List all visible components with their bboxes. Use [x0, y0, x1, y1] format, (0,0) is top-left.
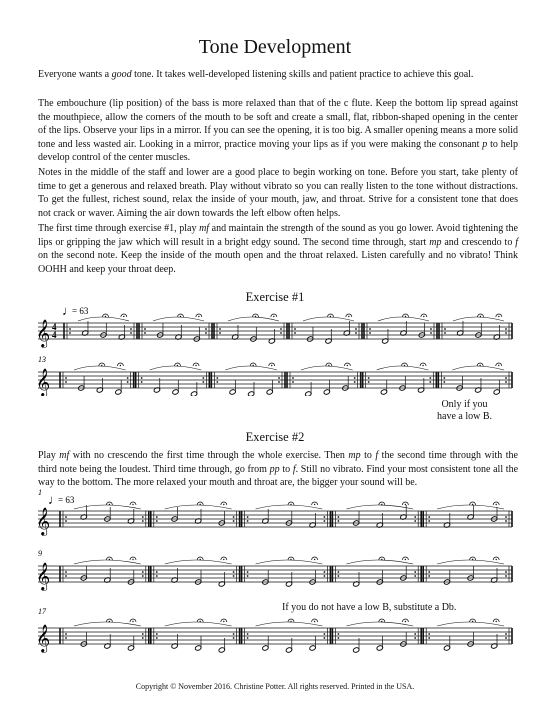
- svg-text:= 63: = 63: [72, 306, 89, 316]
- low-b-note: Only if you have a low B.: [437, 399, 492, 422]
- exercise1-staff-2: [0, 352, 550, 396]
- treble-clef-icon: 𝄞: [36, 626, 51, 652]
- treble-clef-icon: 𝄞: [36, 321, 51, 347]
- quarter-note-icon: ♩: [62, 303, 75, 318]
- quarter-note-icon: ♩: [48, 492, 61, 507]
- exercise2-staff-2: [0, 544, 550, 592]
- exercise1-instructions: The first time through exercise #1, play mf and maintain the strength of the sound as you go lower. Avoid tightening the lips or gripping the jaw which will result in a bright edgy sound. The second time through, start mp and crescendo to f on the second note. Keep the inside of the mouth open and the throat relaxed. Listen carefully and no vibrato! Think OOHH and keep your throat deep.: [38, 223, 518, 275]
- treble-clef-icon: 𝄞: [36, 564, 51, 590]
- svg-text:13: 13: [38, 355, 46, 364]
- exercise2-title: Exercise #2: [245, 430, 305, 444]
- copyright-footer: Copyright © November 2016. Christine Potter. All rights reserved. Printed in the USA.: [135, 682, 415, 691]
- svg-text:1: 1: [38, 488, 42, 497]
- svg-text:17: 17: [38, 607, 46, 616]
- tone-paragraph: Notes in the middle of the staff and lower are a good place to begin working on tone. Before you start, take plenty of time to get a generous and relaxed breath. Play without vibrato so you can really listen to the tone without distractions. To get the fullest, richest sound, relax the inside of your mouth, jaw, and throat. Strive for a consistent tone that does not crack or waver. Aiming the air down towards the left elbow often helps.: [38, 167, 518, 219]
- svg-text:= 63: = 63: [58, 495, 75, 505]
- svg-text:4: 4: [52, 322, 57, 332]
- exercise1-staff-1: [0, 300, 550, 350]
- exercise2-instructions: Play mf with no crescendo the first time through the whole exercise. Then mp to f the second time through with the third note being the loudest. Third time through, go from pp to f. Still no vibrato. Find your most consistent tone all the way to the bottom. The more relaxed your mouth and throat are, the bigger your sound will be.: [38, 450, 519, 488]
- page-title: Tone Development: [198, 36, 352, 58]
- intro-paragraph: Everyone wants a good tone. It takes well-developed listening skills and patient practice to achieve this goal.: [38, 69, 474, 80]
- embouchure-paragraph: The embouchure (lip position) of the bass is more relaxed than that of the c flute. Keep the bottom lip spread against the mouthpiece, allow the corners of the mouth to be soft and create a small, flat, ribbon-shaped opening in the center of the lips. Observe your lips in a mirror. If you can see the opening, it is too big. A smaller opening means a more solid tone and less wasted air. Looking in a mirror, practice moving your lips as if you were making the consonant p to help develop control of the center muscles.: [38, 98, 518, 163]
- svg-text:4: 4: [52, 330, 57, 340]
- svg-text:9: 9: [38, 549, 42, 558]
- substitute-note: If you do not have a low B, substitute a Db.: [282, 602, 457, 613]
- treble-clef-icon: 𝄞: [36, 509, 51, 535]
- treble-clef-icon: 𝄞: [36, 370, 51, 396]
- exercise2-staff-1: [0, 487, 550, 537]
- exercise2-staff-3: [0, 604, 550, 654]
- exercise1-title: Exercise #1: [245, 290, 305, 304]
